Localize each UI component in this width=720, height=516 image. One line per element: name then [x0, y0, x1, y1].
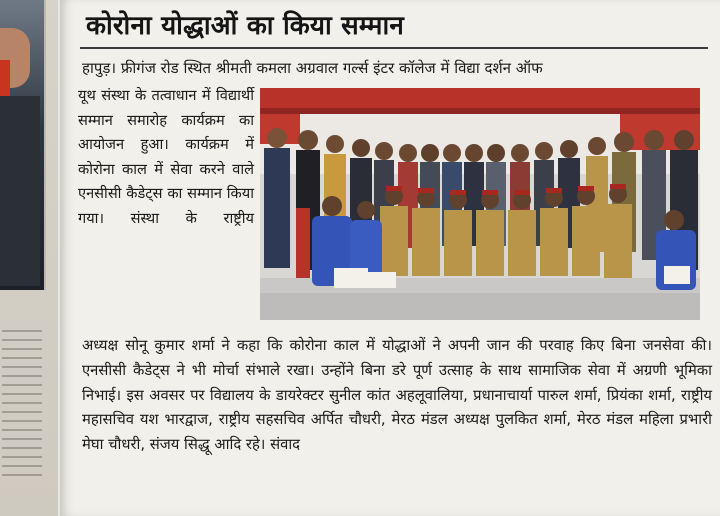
lead-line: हापुड़। फ्रीगंज रोड स्थित श्रीमती कमला अग्रवाल गर्ल्स इंटर कॉलेज में विद्या दर्शन ऑफ	[82, 59, 543, 77]
side-column-text: यूथ संस्था के तत्वाधान में विद्यार्थी सम्मान समारोह कार्यक्रम का आयोजन हुआ। कार्यक्रम में कोरोना काल में सेवा करने वाले एनसीसी कैडेट्स का सम्मान किया गया। संस्था के राष्ट्रीय	[78, 87, 254, 227]
headline: कोरोना योद्धाओं का किया सम्मान	[86, 11, 405, 41]
adjacent-photo	[0, 0, 46, 290]
headline-rule	[80, 47, 708, 49]
group-photo	[260, 88, 700, 320]
article-body: अध्यक्ष सोनू कुमार शर्मा ने कहा कि कोरोना काल में योद्धाओं ने अपनी जान की परवाह किए बिना जनसेवा की। एनसीसी कैडेट्स ने भी मोर्चा संभाले रखा। उन्होंने बिना डरे पूर्ण उत्साह के साथ सामाजिक सेवा में अग्रणी भूमिका निभाई। इस अवसर पर विद्यालय के डायरेक्टर सुनील कांत अहलूवालिया, प्रधानाचार्या पारुल शर्मा, प्रियंका शर्मा, राष्ट्रीय महासचिव यश भारद्वाज, राष्ट्रीय सहसचिव अर्पित चौधरी, मेरठ मंडल अध्यक्ष पुलकित शर्मा, मेरठ मंडल महिला प्रभारी मेघा चौधरी, संजय सिद्धू आदि रहे। संवाद	[82, 337, 712, 454]
newspaper-clipping	[60, 0, 720, 516]
adjacent-text-column	[2, 330, 42, 480]
adjacent-page-strip	[0, 0, 58, 516]
